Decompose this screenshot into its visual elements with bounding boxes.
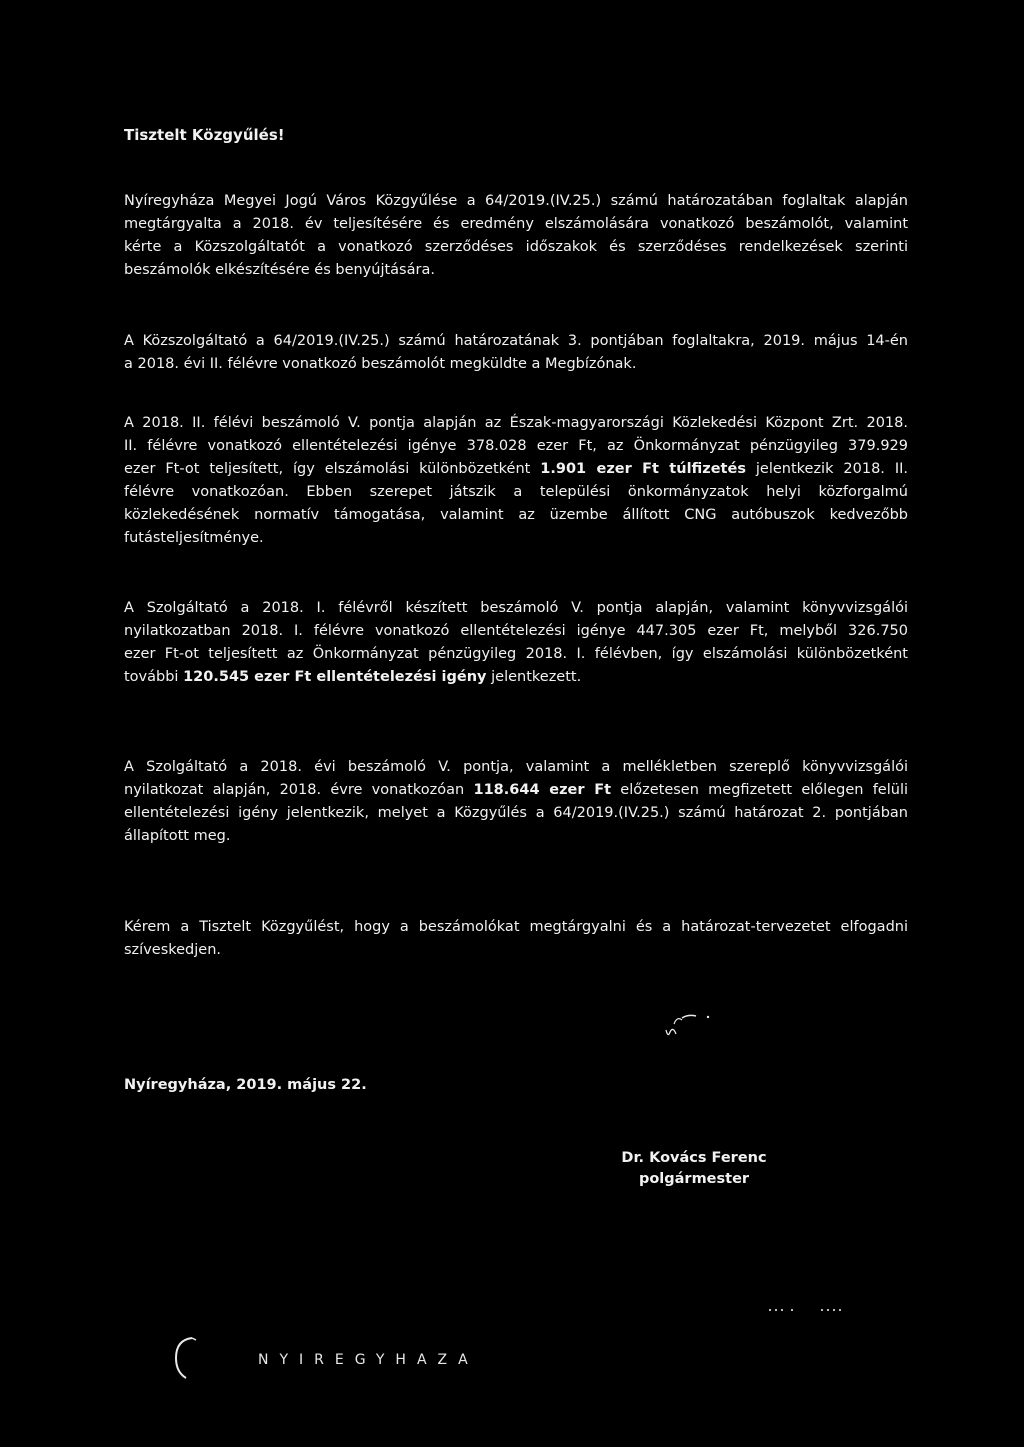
scan-noise-icon bbox=[764, 1300, 884, 1320]
paragraph-1 bbox=[124, 190, 908, 282]
text-line: A Közszolgáltató a 64/2019.(IV.25.) számú határozatának 3. pontjában foglaltakra, 2019. május 14-én bbox=[124, 333, 908, 349]
text-run: nyilatkozat alapján, 2018. évre vonatkozóan bbox=[124, 782, 465, 798]
highlight-amount: 118.644 ezer Ft bbox=[473, 782, 612, 798]
highlight-amount: 120.545 ezer Ft ellentételezési igény bbox=[183, 669, 487, 685]
city-logo-icon bbox=[172, 1332, 202, 1382]
paragraph-2 bbox=[124, 330, 908, 376]
highlight-amount: 1.901 ezer Ft túlfizetés bbox=[540, 461, 746, 477]
text-run: jelentkezik 2018. II. bbox=[755, 461, 908, 477]
text-line: nyilatkozatban 2018. I. félévre vonatkozó ellentételezési igénye 447.305 ezer Ft, melyből 326.750 bbox=[124, 623, 908, 639]
text-line bbox=[124, 666, 908, 689]
text-run: ezer Ft-ot teljesített, így elszámolási különbözetként bbox=[124, 461, 531, 477]
text-line: közlekedésének normatív támogatása, valamint az üzembe állított CNG autóbuszok kedvezőbb bbox=[124, 507, 908, 523]
text-line bbox=[124, 458, 908, 481]
paragraph-3 bbox=[124, 412, 908, 550]
signature-mark-icon bbox=[604, 1000, 784, 1090]
text-line: A 2018. II. félévi beszámoló V. pontja alapján az Észak-magyarországi Közlekedési Központ Zrt. 2018. bbox=[124, 415, 908, 431]
text-line: kérte a Közszolgáltatót a vonatkozó szerződéses időszakok és szerződéses rendelkezések szerinti bbox=[124, 239, 908, 255]
text-run: további bbox=[124, 669, 179, 685]
paragraph-4 bbox=[124, 597, 908, 689]
dateline: Nyíregyháza, 2019. május 22. bbox=[124, 1077, 367, 1093]
text-line: beszámolók elkészítésére és benyújtására. bbox=[124, 262, 435, 278]
text-line: Kérem a Tisztelt Közgyűlést, hogy a beszámolókat megtárgyalni és a határozat-tervezetet elfogadni bbox=[124, 919, 908, 935]
signer-name: Dr. Kovács Ferenc bbox=[621, 1150, 767, 1166]
text-line: ezer Ft-ot teljesített az Önkormányzat pénzügyileg 2018. I. félévben, így elszámolási különbözetként bbox=[124, 646, 908, 662]
signer-title: polgármester bbox=[638, 1171, 750, 1187]
text-line: futásteljesítménye. bbox=[124, 530, 264, 546]
signer-block bbox=[594, 1148, 794, 1190]
text-line: állapított meg. bbox=[124, 828, 231, 844]
text-line: ellentételezési igény jelentkezik, melyet a Közgyűlés a 64/2019.(IV.25.) számú határozat 2. pontjában bbox=[124, 805, 908, 821]
text-line: A Szolgáltató a 2018. I. félévről készített beszámoló V. pontja alapján, valamint könyvvizsgálói bbox=[124, 600, 908, 616]
text-line: II. félévre vonatkozó ellentételezési igénye 378.028 ezer Ft, az Önkormányzat pénzügyileg 379.929 bbox=[124, 438, 908, 454]
text-line bbox=[124, 779, 908, 802]
text-line: A Szolgáltató a 2018. évi beszámoló V. pontja, valamint a mellékletben szereplő könyvvizsgálói bbox=[124, 759, 908, 775]
text-line: a 2018. évi II. félévre vonatkozó beszámolót megküldte a Megbízónak. bbox=[124, 356, 637, 372]
city-wordmark: NYIREGYHAZA bbox=[258, 1352, 479, 1368]
text-line: szíveskedjen. bbox=[124, 942, 222, 958]
text-line: Nyíregyháza Megyei Jogú Város Közgyűlése a 64/2019.(IV.25.) számú határozatában foglaltak alapján bbox=[124, 193, 908, 209]
text-run: előzetesen megfizetett előlegen felüli bbox=[620, 782, 908, 798]
text-run: jelentkezett. bbox=[491, 669, 582, 685]
paragraph-5 bbox=[124, 756, 908, 848]
paragraph-6 bbox=[124, 916, 908, 962]
text-line: megtárgyalta a 2018. év teljesítésére és eredmény elszámolására vonatkozó beszámolót, valamint bbox=[124, 216, 908, 232]
greeting: Tisztelt Közgyűlés! bbox=[124, 126, 285, 144]
text-line: félévre vonatkozóan. Ebben szerepet játszik a települési önkormányzatok helyi közforgalmú bbox=[124, 484, 908, 500]
